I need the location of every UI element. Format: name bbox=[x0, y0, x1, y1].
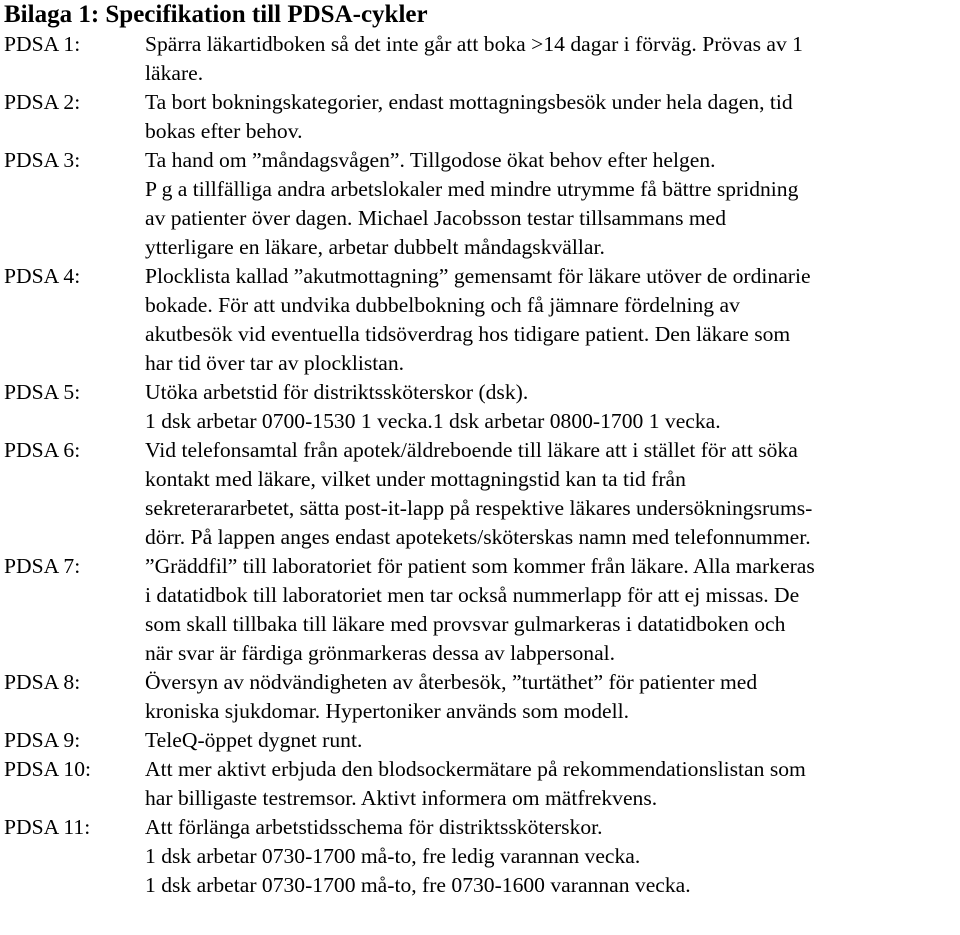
pdsa-text-line: i datatidbok till laboratoriet men tar också nummerlapp för att ej missas. De bbox=[145, 583, 800, 607]
pdsa-description bbox=[145, 262, 960, 378]
pdsa-entry bbox=[4, 30, 960, 88]
pdsa-text-line: kroniska sjukdomar. Hypertoniker används som modell. bbox=[145, 699, 629, 723]
pdsa-label: PDSA 6: bbox=[4, 438, 81, 462]
pdsa-description bbox=[145, 813, 960, 900]
pdsa-text-line: Ta hand om ”måndagsvågen”. Tillgodose ökat behov efter helgen. bbox=[145, 148, 716, 172]
pdsa-entry bbox=[4, 755, 960, 813]
pdsa-text-line: kontakt med läkare, vilket under mottagningstid kan ta tid från bbox=[145, 467, 686, 491]
pdsa-text-line: 1 dsk arbetar 0730-1700 må-to, fre ledig varannan vecka. bbox=[145, 844, 641, 868]
pdsa-text-line: har billigaste testremsor. Aktivt informera om mätfrekvens. bbox=[145, 786, 658, 810]
pdsa-description bbox=[145, 552, 960, 668]
pdsa-text-line: Vid telefonsamtal från apotek/äldreboende till läkare att i stället för att söka bbox=[145, 438, 798, 462]
pdsa-text-line: Att mer aktivt erbjuda den blodsockermätare på rekommendationslistan som bbox=[145, 757, 806, 781]
pdsa-label: PDSA 9: bbox=[4, 728, 81, 752]
pdsa-text-line: Spärra läkartidboken så det inte går att boka >14 dagar i förväg. Prövas av 1 bbox=[145, 32, 803, 56]
pdsa-description bbox=[145, 755, 960, 813]
pdsa-entry bbox=[4, 813, 960, 900]
pdsa-entry bbox=[4, 378, 960, 436]
pdsa-text-line: bokade. För att undvika dubbelbokning och få jämnare fördelning av bbox=[145, 293, 740, 317]
entry-list bbox=[4, 30, 960, 900]
pdsa-description bbox=[145, 668, 960, 726]
pdsa-text-line: när svar är färdiga grönmarkeras dessa av labpersonal. bbox=[145, 641, 616, 665]
pdsa-text-line: ”Gräddfil” till laboratoriet för patient som kommer från läkare. Alla markeras bbox=[145, 554, 815, 578]
pdsa-text-line: akutbesök vid eventuella tidsöverdrag hos tidigare patient. Den läkare som bbox=[145, 322, 791, 346]
pdsa-entry bbox=[4, 262, 960, 378]
pdsa-text-line: Översyn av nödvändigheten av återbesök, ”turtäthet” för patienter med bbox=[145, 670, 758, 694]
pdsa-text-line: dörr. På lappen anges endast apotekets/sköterskas namn med telefonnummer. bbox=[145, 525, 811, 549]
pdsa-entry bbox=[4, 668, 960, 726]
pdsa-text-line: Ta bort bokningskategorier, endast mottagningsbesök under hela dagen, tid bbox=[145, 90, 793, 114]
pdsa-text-line: läkare. bbox=[145, 61, 204, 85]
pdsa-label: PDSA 5: bbox=[4, 380, 81, 404]
pdsa-text-line: Plocklista kallad ”akutmottagning” gemensamt för läkare utöver de ordinarie bbox=[145, 264, 811, 288]
pdsa-entry bbox=[4, 552, 960, 668]
pdsa-text-line: bokas efter behov. bbox=[145, 119, 303, 143]
document-title: Bilaga 1: Specifikation till PDSA-cykler bbox=[4, 1, 428, 28]
pdsa-text-line: av patienter över dagen. Michael Jacobsson testar tillsammans med bbox=[145, 206, 727, 230]
pdsa-label: PDSA 11: bbox=[4, 815, 91, 839]
pdsa-label: PDSA 4: bbox=[4, 264, 81, 288]
pdsa-label: PDSA 1: bbox=[4, 32, 81, 56]
pdsa-text-line: TeleQ-öppet dygnet runt. bbox=[145, 728, 363, 752]
pdsa-text-line: ytterligare en läkare, arbetar dubbelt måndagskvällar. bbox=[145, 235, 605, 259]
pdsa-text-line: som skall tillbaka till läkare med provsvar gulmarkeras i datatidboken och bbox=[145, 612, 786, 636]
pdsa-entry bbox=[4, 726, 960, 755]
pdsa-text-line: 1 dsk arbetar 0730-1700 må-to, fre 0730-1600 varannan vecka. bbox=[145, 873, 691, 897]
pdsa-entry bbox=[4, 146, 960, 262]
pdsa-entry bbox=[4, 436, 960, 552]
pdsa-label: PDSA 2: bbox=[4, 90, 81, 114]
pdsa-entry bbox=[4, 88, 960, 146]
pdsa-text-line: Att förlänga arbetstidsschema för distriktssköterskor. bbox=[145, 815, 603, 839]
pdsa-text-line: har tid över tar av plocklistan. bbox=[145, 351, 405, 375]
pdsa-description bbox=[145, 436, 960, 552]
pdsa-text-line: Utöka arbetstid för distriktssköterskor (dsk). bbox=[145, 380, 529, 404]
pdsa-text-line: sekreterararbetet, sätta post-it-lapp på respektive läkares undersökningsrums- bbox=[145, 496, 813, 520]
pdsa-text-line: P g a tillfälliga andra arbetslokaler med mindre utrymme få bättre spridning bbox=[145, 177, 799, 201]
pdsa-label: PDSA 7: bbox=[4, 554, 81, 578]
pdsa-description bbox=[145, 726, 960, 755]
pdsa-description bbox=[145, 146, 960, 262]
pdsa-label: PDSA 8: bbox=[4, 670, 81, 694]
pdsa-label: PDSA 10: bbox=[4, 757, 92, 781]
pdsa-description bbox=[145, 378, 960, 436]
pdsa-description bbox=[145, 30, 960, 88]
pdsa-text-line: 1 dsk arbetar 0700-1530 1 vecka.1 dsk arbetar 0800-1700 1 vecka. bbox=[145, 409, 721, 433]
pdsa-label: PDSA 3: bbox=[4, 148, 81, 172]
pdsa-description bbox=[145, 88, 960, 146]
